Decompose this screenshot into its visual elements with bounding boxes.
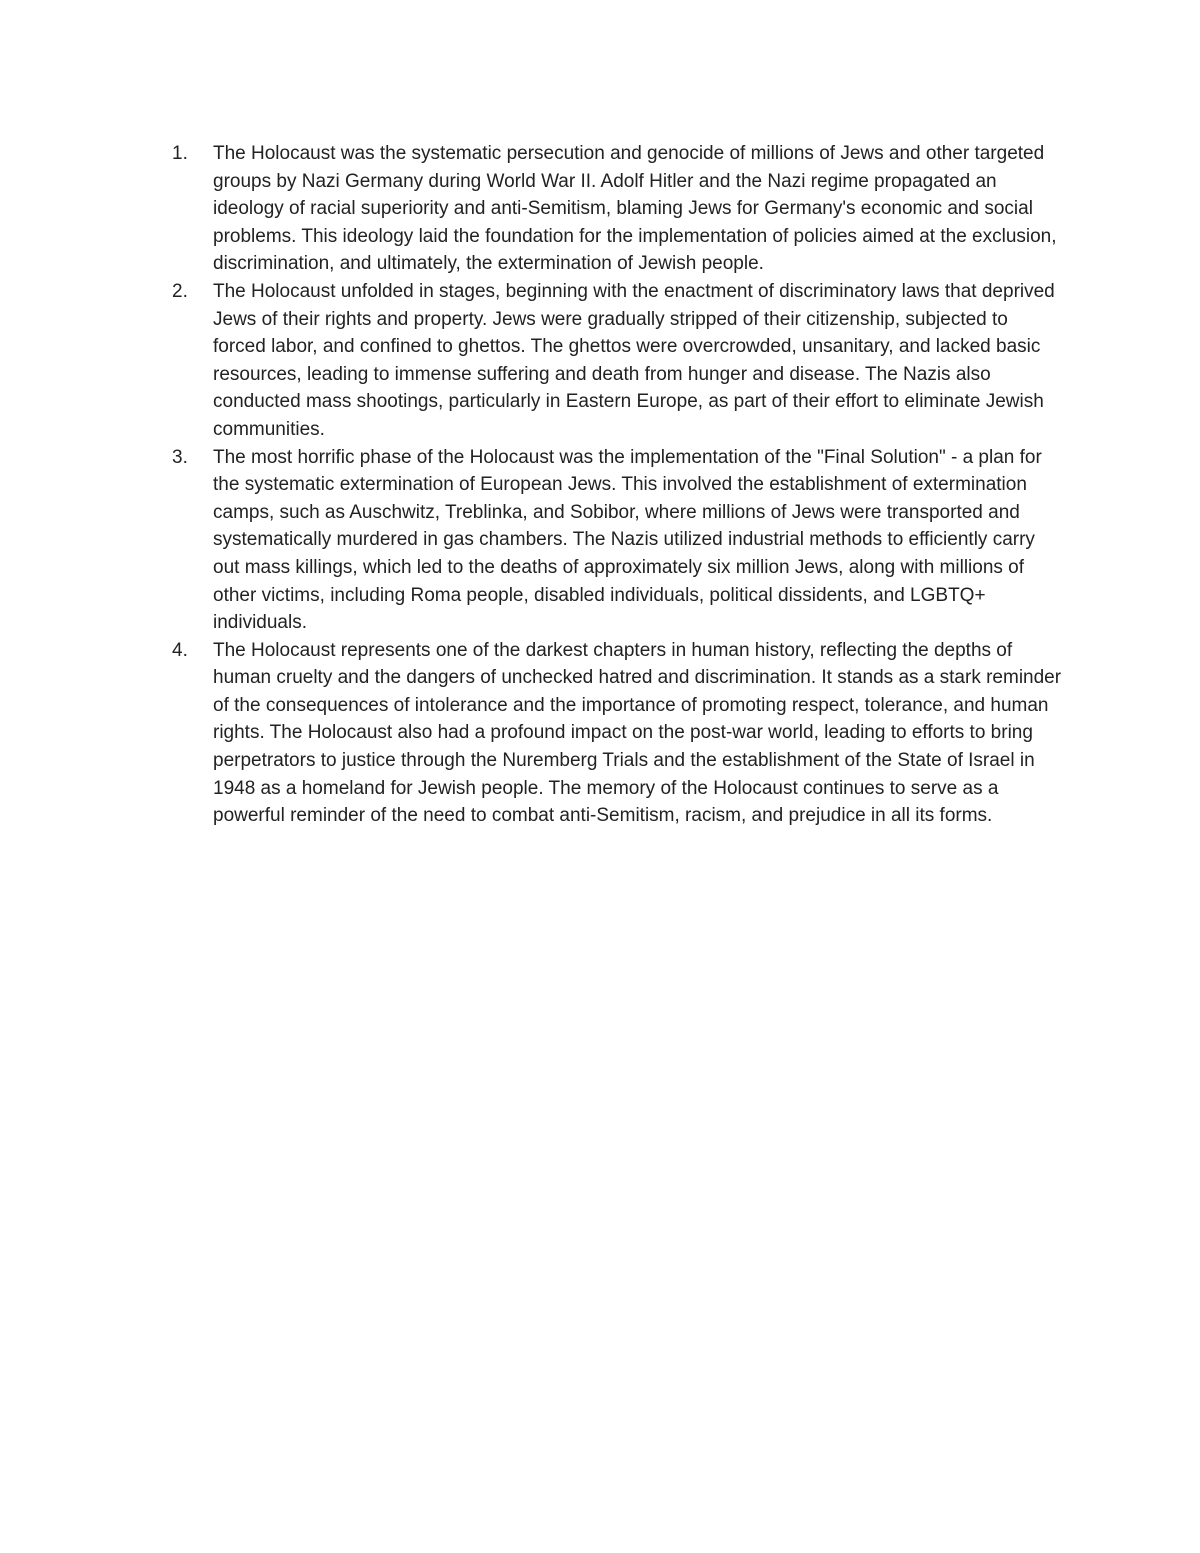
list-item-number: 2. — [172, 280, 188, 302]
list-item-text: The Holocaust unfolded in stages, beginning with the enactment of discriminatory laws that deprived Jews of their rights and property. Jews were gradually stripped of their citizenship, subjected to forced labor, and confined to ghettos. The ghettos were overcrowded, unsanitary, and lacked basic resources, leading to immense suffering and death from hunger and disease. The Nazis also conducted mass shootings, particularly in Eastern Europe, as part of their effort to eliminate Jewish communities. — [213, 280, 1055, 440]
list-item-number: 3. — [172, 446, 188, 468]
list-item-text: The Holocaust represents one of the darkest chapters in human history, reflecting the depths of human cruelty and the dangers of unchecked hatred and discrimination. It stands as a stark reminder of the consequences of intolerance and the importance of promoting respect, tolerance, and human rights. The Holocaust also had a profound impact on the post-war world, leading to efforts to bring perpetrators to justice through the Nuremberg Trials and the establishment of the State of Israel in 1948 as a homeland for Jewish people. The memory of the Holocaust continues to serve as a powerful reminder of the need to combat anti-Semitism, racism, and prejudice in all its forms. — [213, 639, 1062, 827]
list-item-text: The most horrific phase of the Holocaust was the implementation of the "Final Solution" - a plan for the systematic extermination of European Jews. This involved the establishment of extermination camps, such as Auschwitz, Treblinka, and Sobibor, where millions of Jews were transported and systematically murdered in gas chambers. The Nazis utilized industrial methods to efficiently carry out mass killings, which led to the deaths of approximately six million Jews, along with millions of other victims, including Roma people, disabled individuals, political dissidents, and LGBTQ+ individuals. — [213, 446, 1042, 634]
list-item-number: 1. — [172, 143, 188, 164]
list-item-number: 4. — [172, 639, 188, 661]
list-item — [172, 278, 1062, 444]
list-item — [172, 637, 1062, 830]
list-item-text: The Holocaust was the systematic persecution and genocide of millions of Jews and other targeted groups by Nazi Germany during World War II. Adolf Hitler and the Nazi regime propagated an ideology of racial superiority and anti-Semitism, blaming Jews for Germany's economic and social problems. This ideology laid the foundation for the implementation of policies aimed at the exclusion, discrimination, and ultimately, the extermination of Jewish people. — [213, 143, 1057, 275]
list-item — [172, 140, 1062, 278]
list-item — [172, 444, 1062, 637]
numbered-list — [172, 140, 1062, 830]
